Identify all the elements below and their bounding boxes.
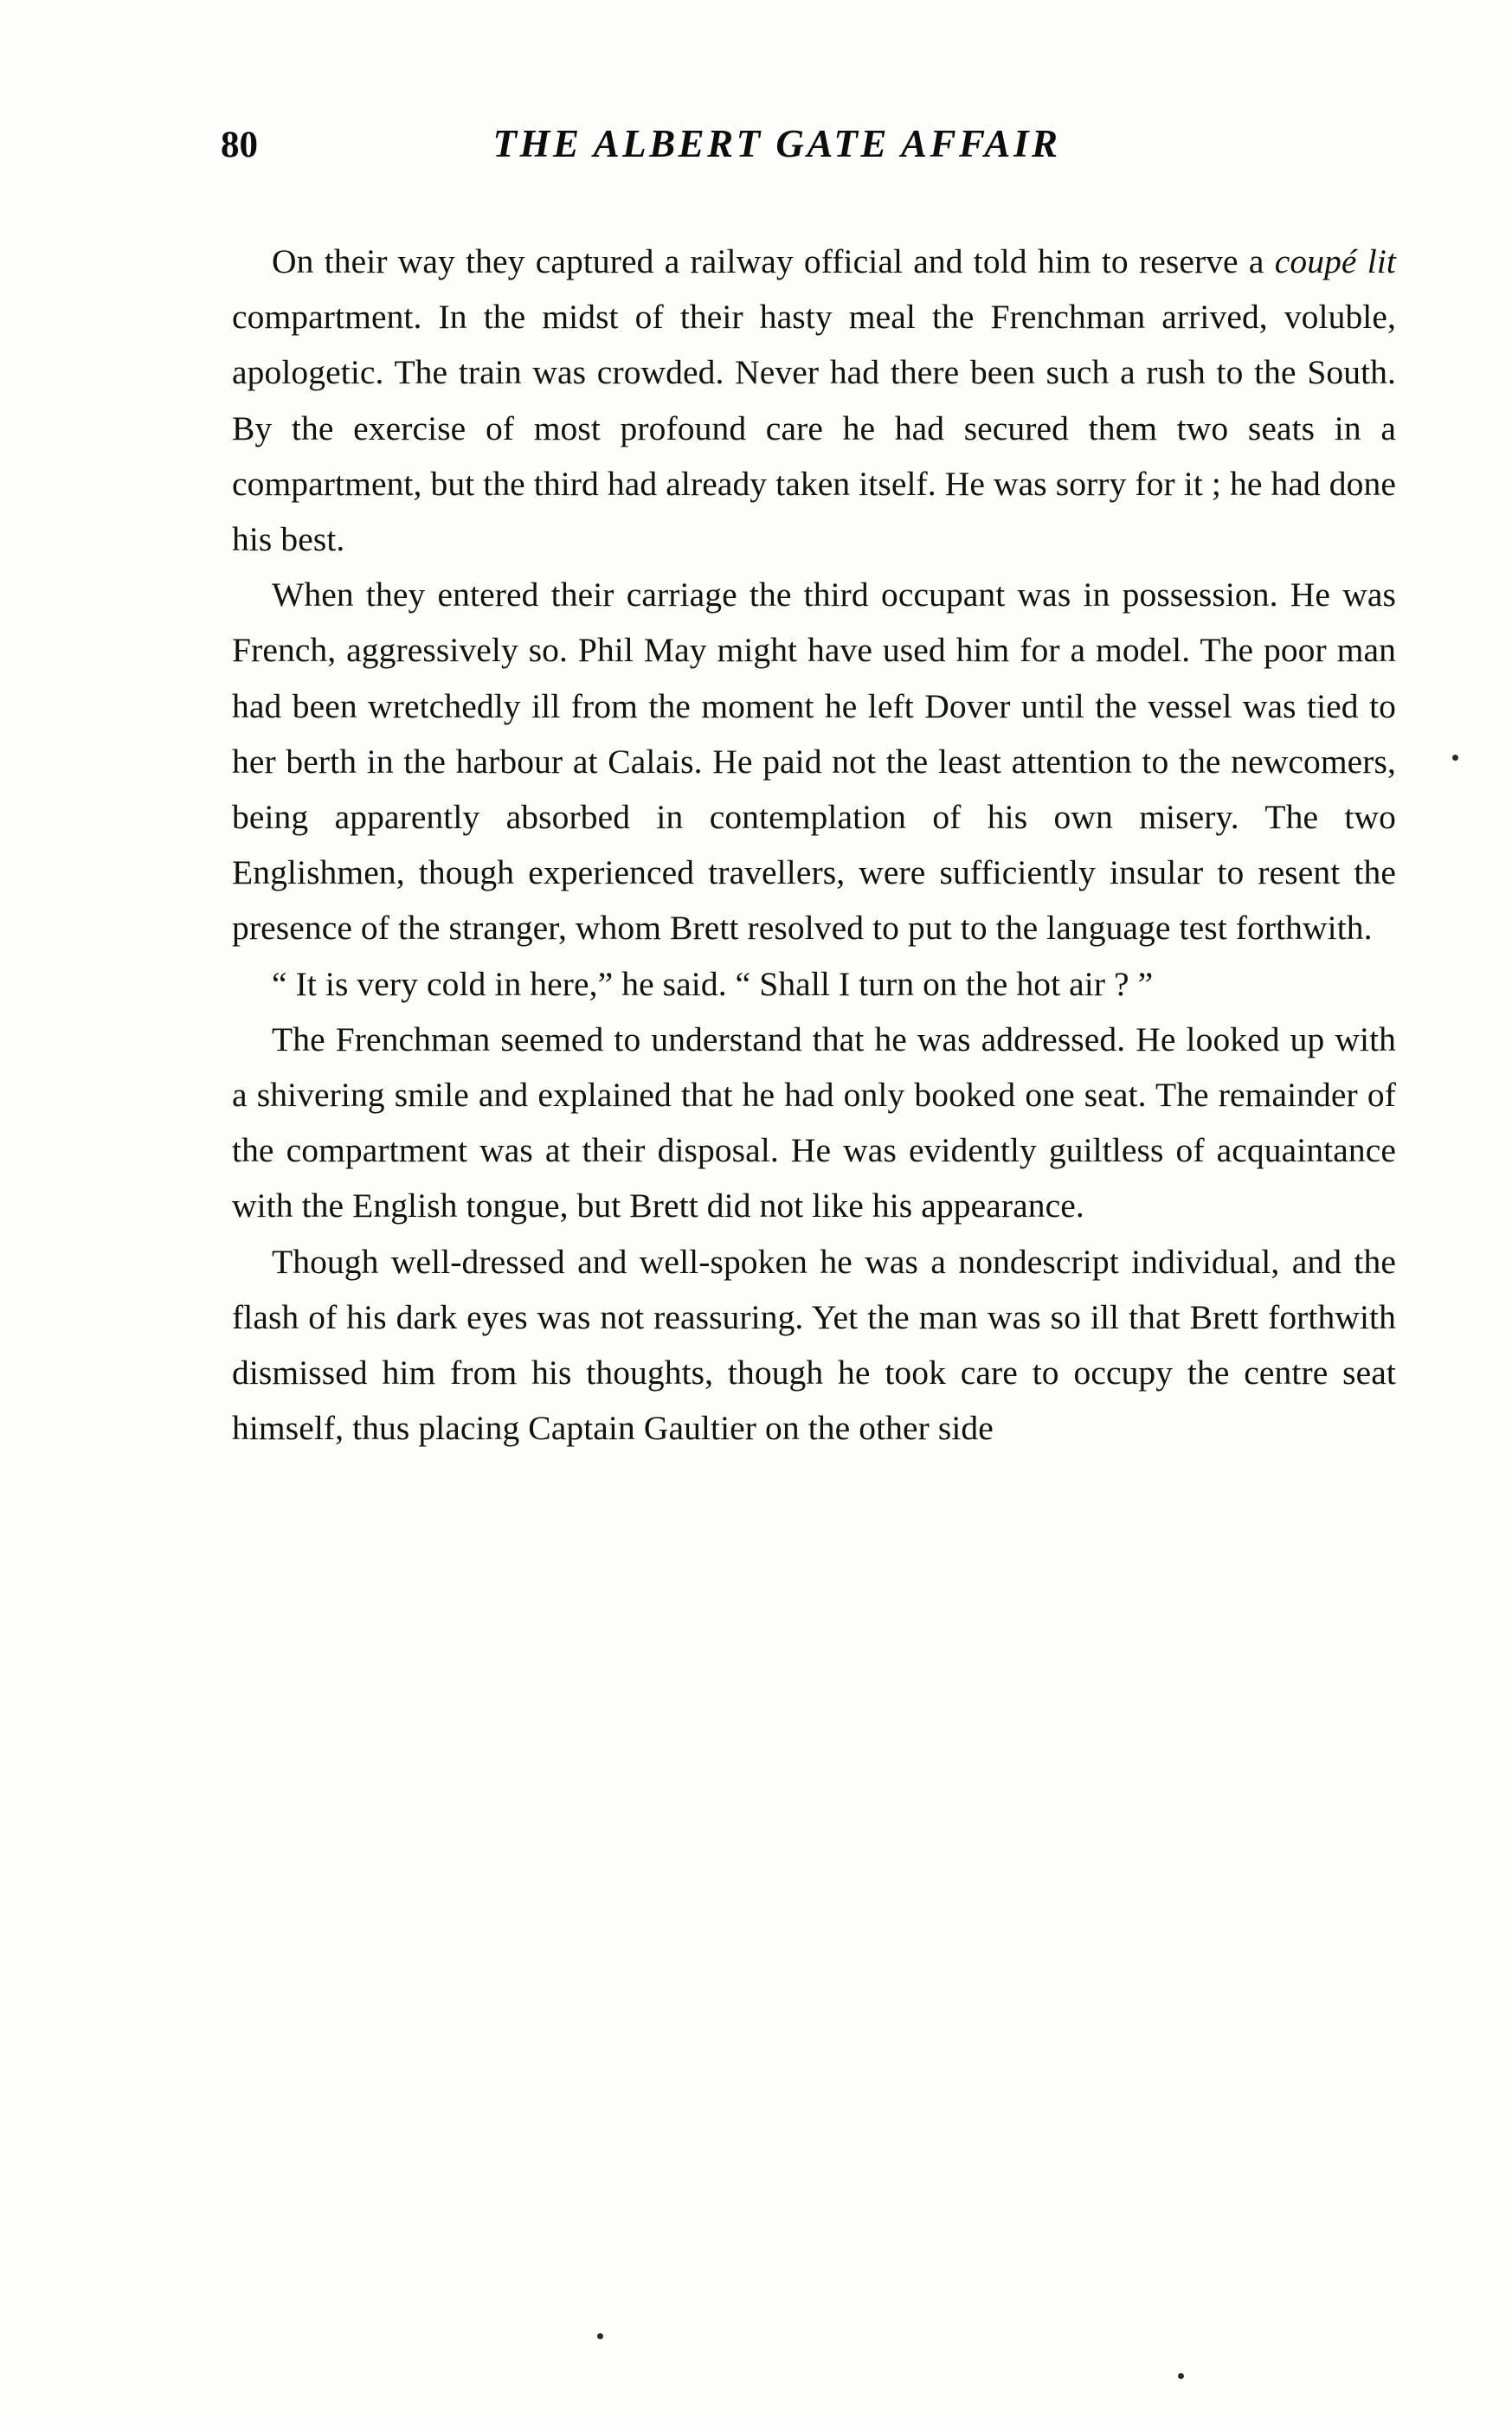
paragraph-2: When they entered their carriage the third occupant was in possession. He was French, aggressively so. Phil May might have used him for a model. The poor man had been wretchedly ill from the moment he left Dover until the vessel was tied to her berth in the harbour at Calais. He paid not the least attention to the newcomers, being apparently absorbed in contemplation of his own misery. The two Englishmen, though experienced travellers, were sufficiently insular to resent the presence of the stranger, whom Brett resolved to put to the language test forthwith. [232, 576, 1396, 948]
paragraph-1-b: compartment. In the midst of their hasty meal the Frenchman arrived, voluble, apologetic. The train was crowded. Never had there been such a rush to the South. By the exercise of most profound care he had secured them two seats in a compartment, but the third had already taken itself. He was sorry for it ; he had done his best. [232, 298, 1396, 559]
paragraph-1 [232, 234, 1396, 567]
page-header [221, 121, 1298, 166]
margin-speck-bottom-left [597, 2333, 603, 2339]
paragraph-4: The Frenchman seemed to understand that he was addressed. He looked up with a shivering smile and explained that he had only booked one seat. The remainder of the compartment was at their disposal. He was evidently guiltless of acquaintance with the English tongue, but Brett did not like his appearance. [232, 1019, 1396, 1225]
page-body [232, 234, 1396, 1456]
page-number: 80 [221, 125, 258, 165]
paragraph-1-a: On their way they captured a railway official and told him to reserve a [272, 242, 1275, 280]
paragraph-3: “ It is very cold in here,” he said. “ Shall I turn on the hot air ? ” [272, 964, 1154, 1003]
italic-phrase: coupé lit [1274, 242, 1396, 280]
running-title: THE ALBERT GATE AFFAIR [492, 122, 1061, 165]
paragraph-5: Though well-dressed and well-spoken he was a nondescript individual, and the flash of his dark eyes was not reassuring. Yet the man was so ill that Brett forthwith dismissed him from his thoughts, though he took care to occupy the centre seat himself, thus placing Captain Gaultier on the other side [232, 1242, 1396, 1448]
margin-speck-right [1452, 755, 1458, 761]
margin-speck-bottom-right [1178, 2373, 1184, 2379]
